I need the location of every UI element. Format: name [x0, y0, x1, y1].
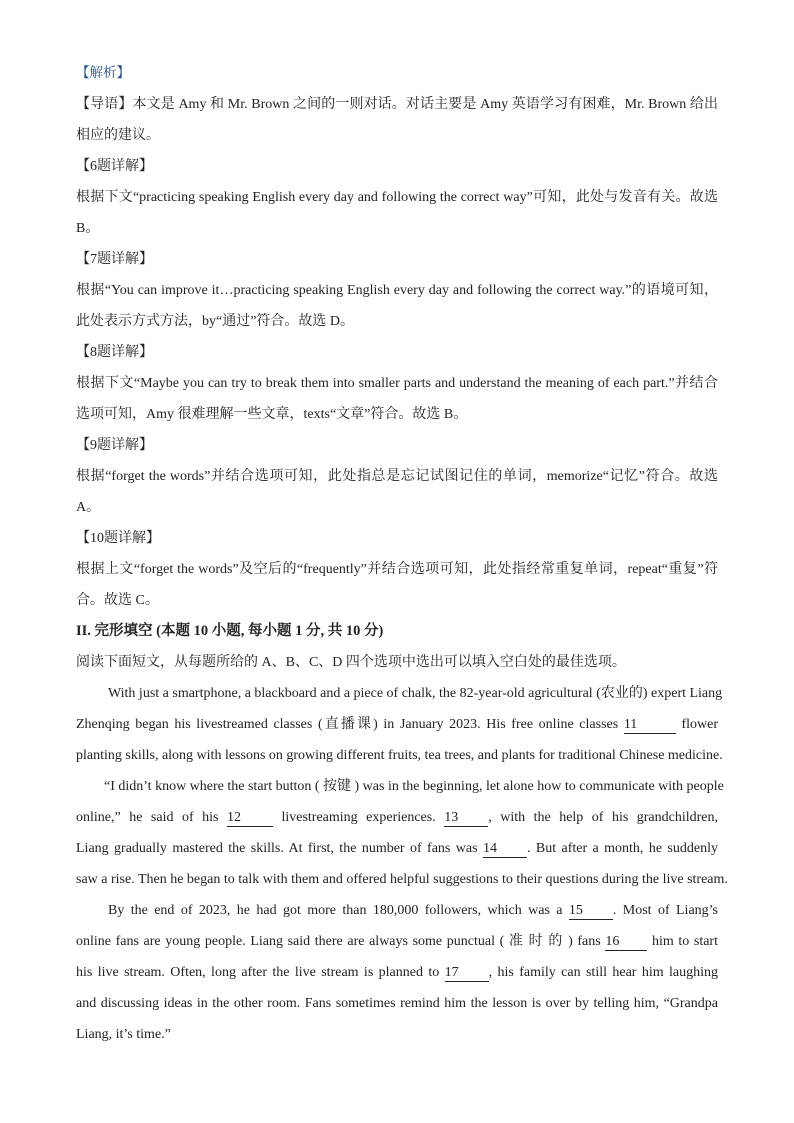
q6-line-2: B。	[76, 221, 100, 236]
blank-14: 14	[483, 840, 527, 858]
q9-line-1: 根据“forget the words”并结合选项可知，此处指总是忘记试图记住的单词，memorize“记忆”符合。故选	[76, 469, 718, 484]
q6-header: 【6题详解】	[76, 159, 153, 174]
passage-text: flower	[681, 717, 719, 732]
q7-header: 【7题详解】	[76, 252, 153, 267]
section-title: II. 完形填空 (本题 10 小题, 每小题 1 分, 共 10 分)	[76, 623, 384, 639]
blank-17: 17	[445, 964, 489, 982]
passage-text: . But after a month, he suddenly	[526, 841, 718, 856]
passage-p3-line-3	[76, 957, 718, 988]
passage-text: his live stream. Often, long after the live stream is planned to	[76, 965, 440, 980]
analysis-header: 【解析】	[76, 65, 130, 81]
q8-header: 【8题详解】	[76, 345, 153, 360]
q10-header: 【10题详解】	[76, 531, 160, 546]
passage-p2-line-2	[76, 802, 718, 833]
passage-p3-line-1	[76, 895, 718, 926]
section-instruction: 阅读下面短文，从每题所给的 A、B、C、D 四个选项中选出可以填入空白处的最佳选项。	[76, 655, 626, 670]
passage-text: livestreaming experiences.	[281, 810, 436, 825]
q7-line-2: 此处表示方式方法，by“通过”符合。故选 D。	[76, 314, 355, 329]
q8-line-2: 选项可知，Amy 很难理解一些文章，texts“文章”符合。故选 B。	[76, 407, 468, 422]
guide-line-2: 相应的建议。	[76, 128, 160, 143]
passage-text: . Most of Liang’s	[612, 903, 718, 918]
passage-p3-line-5: Liang, it’s time.”	[76, 1027, 171, 1042]
blank-12: 12	[227, 809, 273, 827]
blank-11: 11	[624, 716, 676, 734]
passage-p3-line-2	[76, 926, 718, 957]
q10-line-1: 根据上文“forget the words”及空后的“frequently”并结合选项可知，此处指经常重复单词，repeat“重复”符	[76, 562, 718, 577]
q10-line-2: 合。故选 C。	[76, 593, 159, 608]
passage-text: , with the help of his grandchildren,	[488, 810, 719, 825]
guide-line-1: 【导语】本文是 Amy 和 Mr. Brown 之间的一则对话。对话主要是 Amy 英语学习有困难，Mr. Brown 给出	[76, 97, 718, 112]
passage-text: , his family can still hear him laughing	[488, 965, 719, 980]
passage-text: online fans are young people. Liang said there are always some punctual ( 准 时 的 ) fans	[76, 934, 601, 949]
passage-p2-line-3	[76, 833, 718, 864]
passage-p1-line-3: planting skills, along with lessons on growing different fruits, tea trees, and plants for traditional Chinese medicine.	[76, 748, 723, 763]
q6-line-1: 根据下文“practicing speaking English every day and following the correct way”可知，此处与发音有关。故选	[76, 190, 718, 205]
passage-text: Zhenqing began his livestreamed classes (直播课) in January 2023. His free online classes	[76, 717, 619, 732]
document-page	[76, 58, 728, 1050]
passage-text: By the end of 2023, he had got more than 180,000 followers, which was a	[108, 903, 563, 918]
passage-text: him to start	[651, 934, 718, 949]
q9-line-2: A。	[76, 500, 101, 515]
q8-line-1: 根据下文“Maybe you can try to break them into smaller parts and understand the meaning of each part.”并结合	[76, 376, 718, 391]
passage-p3-line-4: and discussing ideas in the other room. Fans sometimes remind him the lesson is over by telling him, “Grandpa	[76, 996, 718, 1011]
q7-line-1: 根据“You can improve it…practicing speaking English every day and following the correct way.”的语境可知，	[76, 283, 718, 298]
blank-13: 13	[444, 809, 488, 827]
passage-p2-line-4: saw a rise. Then he began to talk with them and offered helpful suggestions to their questions during the live stream.	[76, 872, 728, 887]
q9-header: 【9题详解】	[76, 438, 153, 453]
blank-15: 15	[569, 902, 613, 920]
blank-16: 16	[605, 933, 647, 951]
passage-p1-line-1: With just a smartphone, a blackboard and a piece of chalk, the 82-year-old agricultural (农业的) expert Liang	[108, 686, 723, 701]
passage-p1-line-2	[76, 709, 718, 740]
passage-p2-line-1: “I didn’t know where the start button ( 按键 ) was in the beginning, let alone how to communicate with people	[104, 779, 724, 794]
passage-text: online,” he said of his	[76, 810, 219, 825]
passage-text: Liang gradually mastered the skills. At first, the number of fans was	[76, 841, 478, 856]
